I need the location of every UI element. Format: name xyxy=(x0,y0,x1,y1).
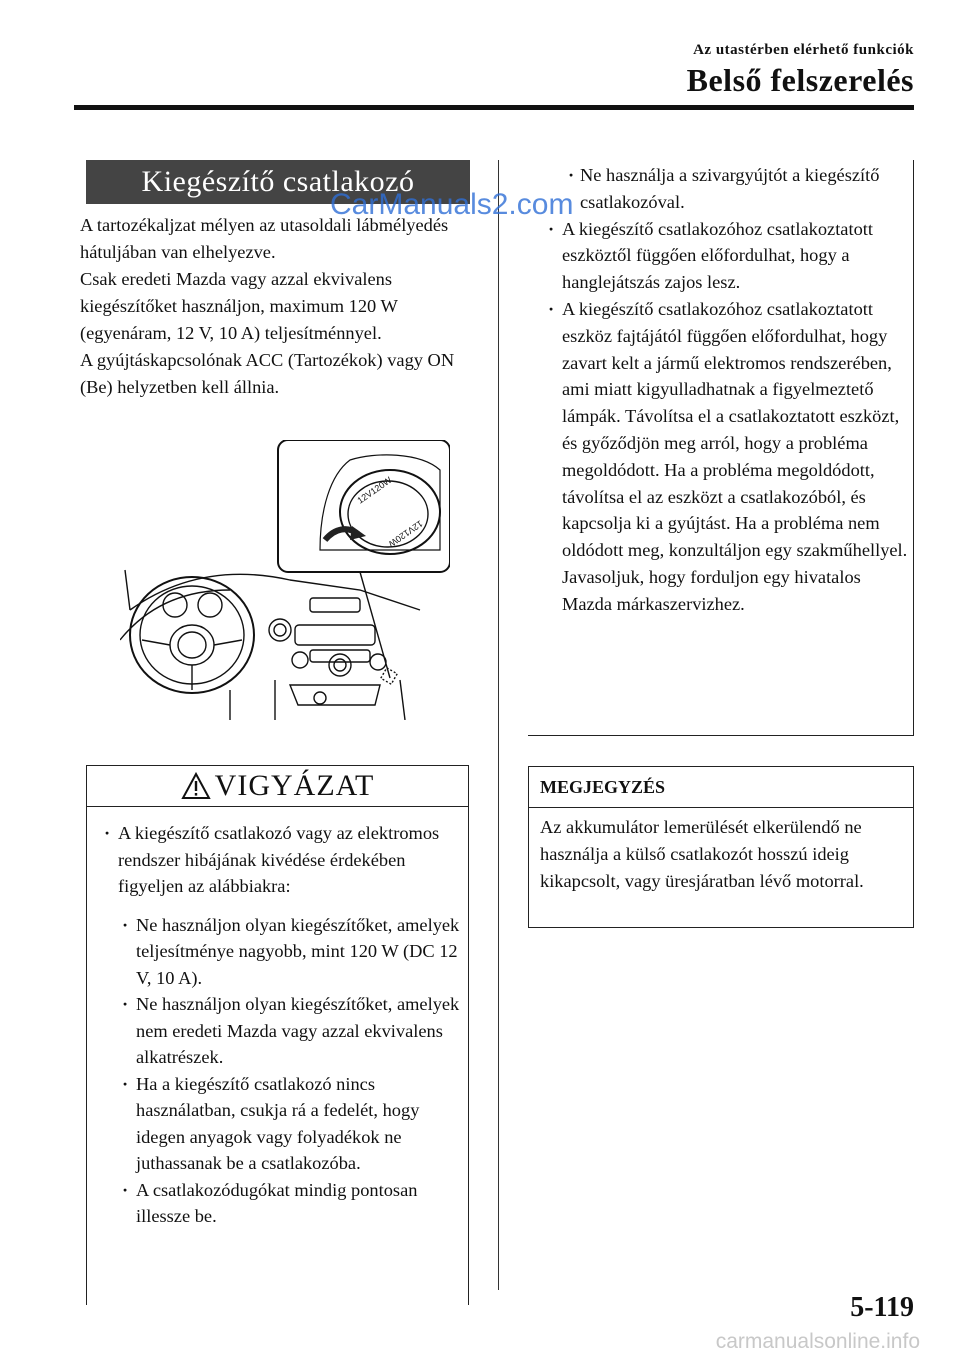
column-divider xyxy=(498,160,499,1290)
socket-closeup xyxy=(320,455,440,554)
list-item: · Ne használja a szivargyújtót a kiegészítő csatlakozóval. xyxy=(528,162,908,216)
warning-triangle-icon xyxy=(181,772,211,800)
list-item: · A kiegészítő csatlakozóhoz csatlakoztatott eszköz fajtájától függően előfordulhat, hogy zavart kelt a jármű elektromos rendszerében, ami miatt kigyulladhatnak a figyelmeztető lámpák. Távolítsa el a csatlakoztatott eszközt, és győződjön meg arról, hogy a probléma megoldódott. Ha a probléma megoldódott, távolítsa el az eszközt a csatlakozóból, és kapcsolja ki a gyújtást. Ha a probléma nem oldódott meg, konzultáljon egy szakműhellyel. Javasoljuk, hogy forduljon egy hivatalos Mazda márkaszervizhez. xyxy=(528,296,908,618)
caution-body xyxy=(86,820,466,1230)
chapter-title: Belső felszerelés xyxy=(686,62,914,98)
list-item: · A csatlakozódugókat mindig pontosan illessze be. xyxy=(86,1177,466,1230)
continuation-list xyxy=(528,216,908,618)
caution-sublist xyxy=(86,912,466,1230)
list-item: · A kiegészítő csatlakozóhoz csatlakoztatott eszköztől függően előfordulhat, hogy a hanglejátszás zajos lesz. xyxy=(528,216,908,296)
list-item: · A kiegészítő csatlakozó vagy az elektromos rendszer hibájának kivédése érdekében figyeljen az alábbiakra: xyxy=(86,820,466,900)
caution-title: VIGYÁZAT xyxy=(214,768,375,802)
continuation-sublist xyxy=(528,162,908,216)
caution-continuation-body xyxy=(528,162,908,618)
footer-watermark: carmanualsonline.info xyxy=(715,1330,920,1353)
header-rule xyxy=(74,105,914,110)
list-item: · Ne használjon olyan kiegészítőket, amelyek teljesítménye nagyobb, mint 120 W (DC 12 V, 10 A). xyxy=(86,912,466,992)
intro-text xyxy=(80,212,480,401)
section-title: Kiegészítő csatlakozó xyxy=(86,160,470,204)
chapter-subtitle: Az utastérben elérhető funkciók xyxy=(693,42,914,58)
intro-paragraph: Csak eredeti Mazda vagy azzal ekvivalens kiegészítőket használjon, maximum 120 W (egyenáram, 12 V, 10 A) teljesítménnyel. xyxy=(80,269,398,343)
socket-label: 12V120W xyxy=(386,518,425,550)
dashboard-socket-illustration xyxy=(120,440,450,720)
list-item: · Ha a kiegészítő csatlakozó nincs használatban, csukja rá a fedelét, hogy idegen anyagok vagy folyadékok ne juthassanak be a csatlakozóba. xyxy=(86,1071,466,1177)
watermark-text: CarManuals2.com xyxy=(330,188,574,221)
note-text: Az akkumulátor lemerülését elkerülendő ne használja a külső csatlakozót hosszú ideig kikapcsolt, vagy üresjáratban lévő motorral. xyxy=(540,817,864,891)
caution-list xyxy=(86,820,466,900)
intro-paragraph: A gyújtáskapcsolónak ACC (Tartozékok) vagy ON (Be) helyzetben kell állnia. xyxy=(80,350,455,397)
list-item: · Ne használjon olyan kiegészítőket, amelyek nem eredeti Mazda vagy azzal ekvivalens alkatrészek. xyxy=(86,991,466,1071)
page-number: 5-119 xyxy=(850,1292,914,1323)
socket-label: 12V120W xyxy=(355,474,394,506)
intro-paragraph: A tartozékaljzat mélyen az utasoldali lábmélyedés hátuljában van elhelyezve. xyxy=(80,215,449,262)
caution-header xyxy=(86,765,469,807)
note-title: MEGJEGYZÉS xyxy=(528,766,914,808)
